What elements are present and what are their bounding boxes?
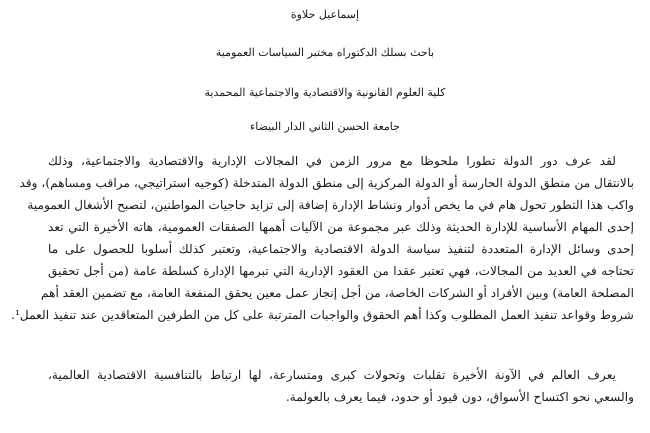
paragraph-1 xyxy=(11,150,634,326)
paragraph-line: لقد عرف دور الدولة تطورا ملحوظا مع مرور الزمن في المجالات الإدارية والاقتصادية والاجتماعية، وذلك xyxy=(48,154,616,168)
faculty-name: كلية العلوم القانونية والاقتصادية والاجتماعية المحمدية xyxy=(204,86,446,99)
paragraph-line: إحدى المهام الأساسية للإدارة الحديثة وذلك عبر مجموعة من الآليات أهمها الصفقات العمومية، هاته الأخيرة التي تعد xyxy=(48,220,634,234)
paragraph-line: والسعي نحو اكتساح الأسواق، دون قيود أو حدود، فيما يعرف بالعولمة. xyxy=(285,390,634,404)
author-name: إسماعيل حلاوة xyxy=(290,8,360,21)
paragraph-line: بالانتقال من منطق الدولة الحارسة أو الدولة المركزية إلى منطق الدولة المتدخلة (كوجيه استراتيجي، مراقب ومساهم)، وقد xyxy=(19,176,634,190)
university-name: جامعة الحسن الثاني الدار البيضاء xyxy=(250,120,400,133)
paragraph-2 xyxy=(48,364,634,408)
paragraph-line: المصلحة العامة) وبين الأفراد أو الشركات الخاصة، من أجل إنجاز عمل معين يحقق المنفعة العامة، مع تضمين العقد أهم xyxy=(40,286,634,300)
paragraph-line: واكب هذا التطور تحول هام في ما يخص أدوار ونشاط الإدارة إضافة إلى تزايد حاجيات المواطنين، لتصبح الأشغال العمومية xyxy=(27,198,634,212)
paragraph-line: إحدى وسائل الإدارة المتعددة لتنفيذ سياسة الدولة الاقتصادية والاجتماعية، وتعتبر كذلك أسلوبا للحصول على ما xyxy=(48,242,634,256)
paragraph-line: تحتاجه في العديد من المجالات، فهي تعتبر عقدا من العقود الإدارية التي تبرمها الإدارة كسلطة عامة (من أجل تحقيق xyxy=(48,264,634,278)
paragraph-line: يعرف العالم في الآونة الأخيرة تقلبات وتحولات كبرى ومتسارعة، لها ارتباط بالتنافسية الاقتصادية العالمية، xyxy=(48,368,616,382)
author-role: باحث بسلك الدكتوراه مختبر السياسات العمومية xyxy=(215,46,435,59)
paragraph-line: شروط وقواعد تنفيذ العمل المطلوب وكذا أهم الحقوق والواجبات المترتبة على كل من الطرفين المتعاقدين عند تنفيذ العمل¹. xyxy=(11,308,634,322)
